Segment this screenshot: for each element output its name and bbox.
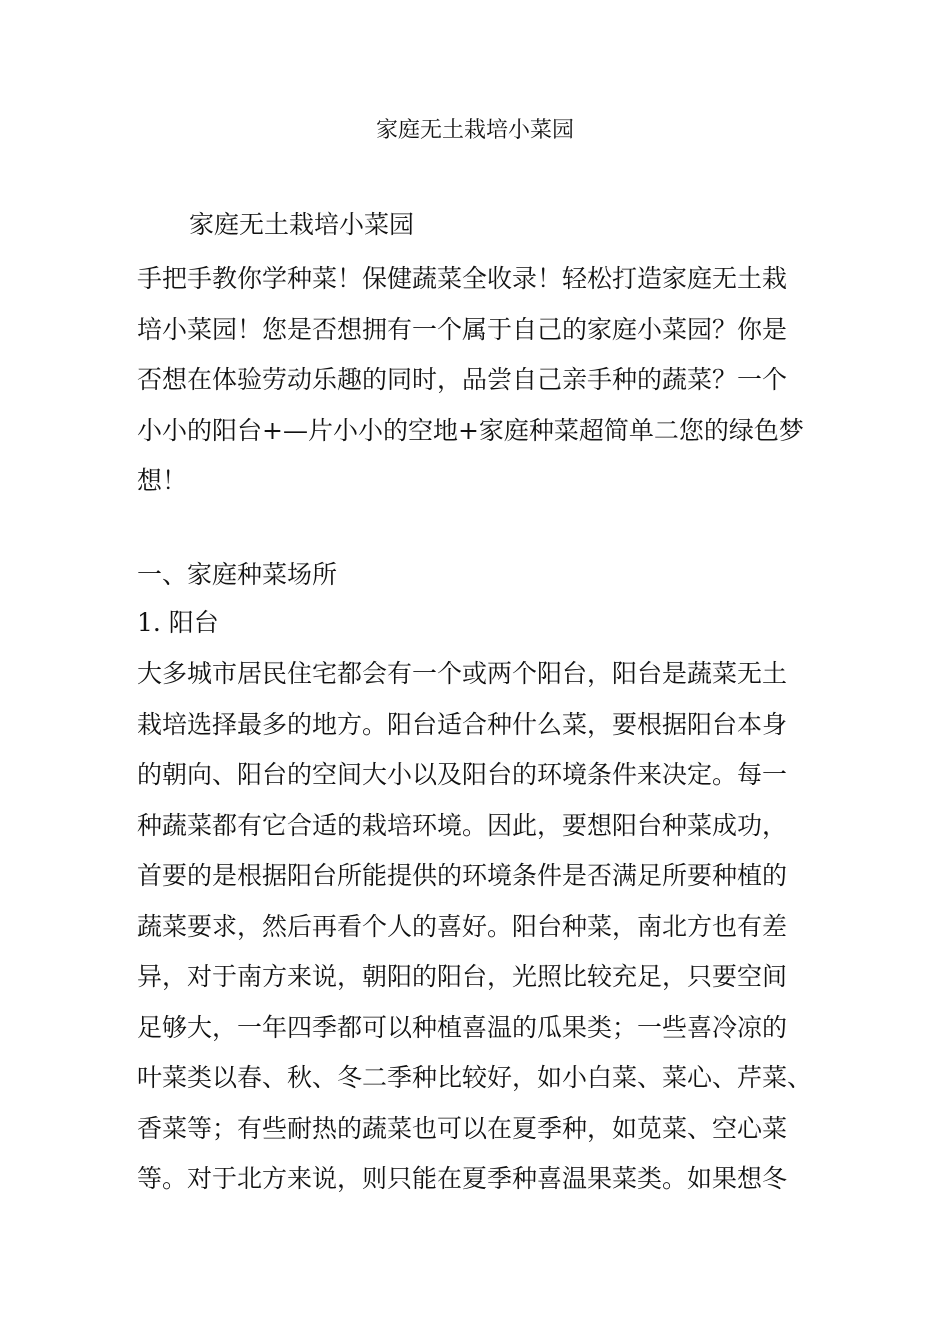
- document-subtitle: 家庭无土栽培小菜园: [189, 210, 415, 239]
- body-line: 首要的是根据阳台所能提供的环境条件是否满足所要种植的: [137, 861, 788, 890]
- body-line: 蔬菜要求，然后再看个人的喜好。阳台种菜，南北方也有差: [137, 911, 788, 941]
- body-line: 种蔬菜都有它合适的栽培环境。因此，要想阳台种菜成功，: [137, 810, 788, 840]
- body-line: 足够大，一年四季都可以种植喜温的瓜果类；一些喜冷凉的: [137, 1012, 788, 1042]
- intro-line: 培小菜园！您是否想拥有一个属于自己的家庭小菜园？你是: [137, 314, 788, 344]
- body-paragraph: [137, 649, 857, 1205]
- intro-line: 手把手教你学种菜！保健蔬菜全收录！轻松打造家庭无土栽: [137, 264, 788, 293]
- body-line: 香菜等；有些耐热的蔬菜也可以在夏季种，如苋菜、空心菜: [137, 1113, 788, 1143]
- intro-line: 想！: [137, 466, 188, 495]
- body-line: 栽培选择最多的地方。阳台适合种什么菜，要根据阳台本身: [137, 709, 788, 739]
- sub-heading: 1. 阳台: [137, 608, 219, 637]
- body-line: 大多城市居民住宅都会有一个或两个阳台，阳台是蔬菜无土: [137, 659, 788, 688]
- body-line: 等。对于北方来说，则只能在夏季种喜温果菜类。如果想冬: [137, 1164, 788, 1193]
- section-heading: 一、家庭种菜场所: [137, 560, 338, 589]
- body-line: 的朝向、阳台的空间大小以及阳台的环境条件来决定。每一: [137, 760, 788, 789]
- body-line: 叶菜类以春、秋、冬二季种比较好，如小白菜、菜心、芹菜、: [137, 1063, 813, 1092]
- intro-line: 否想在体验劳动乐趣的同时，品尝自己亲手种的蔬菜？一个: [137, 365, 788, 394]
- body-line: 异，对于南方来说，朝阳的阳台，光照比较充足，只要空间: [137, 962, 788, 991]
- intro-line: 小小的阳台+—片小小的空地+家庭种菜超简单二您的绿色梦: [137, 415, 804, 445]
- document-title: 家庭无土栽培小菜园: [375, 118, 574, 143]
- intro-paragraph: [137, 254, 857, 507]
